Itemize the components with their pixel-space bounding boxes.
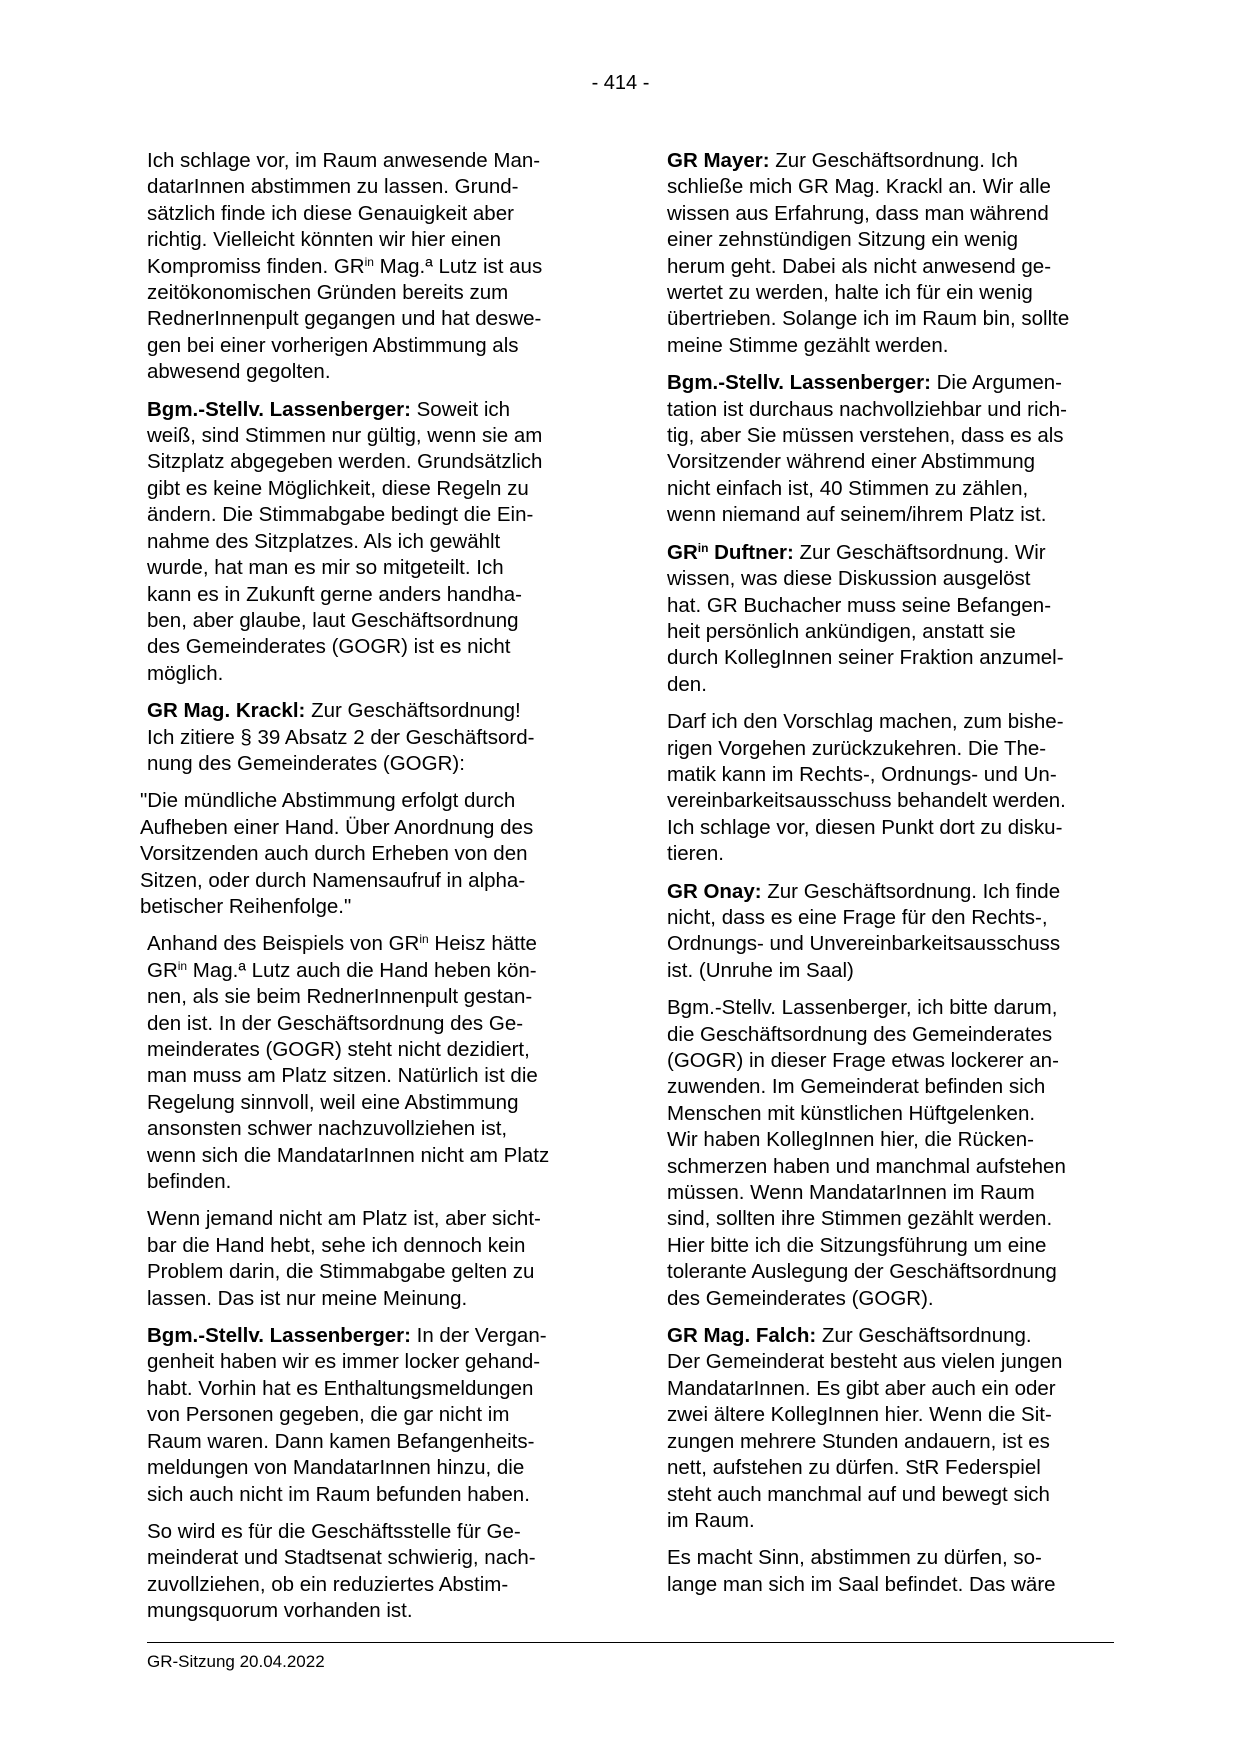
text-line: Bgm.-Stellv. Lassenberger: In der Vergan-: [147, 1324, 547, 1348]
text-line: ben, aber glaube, laut Geschäftsordnung: [147, 608, 519, 632]
text-line: möglich.: [147, 661, 224, 685]
text-line: ist. (Unruhe im Saal): [667, 958, 854, 982]
text-line: Es macht Sinn, abstimmen zu dürfen, so-: [667, 1546, 1042, 1570]
text-line: schmerzen haben und manchmal aufstehen: [667, 1154, 1066, 1178]
text-line: sätzlich finde ich diese Genauigkeit aber: [147, 201, 514, 225]
left-column: [140, 148, 607, 1636]
text-line: meldungen von MandatarInnen hinzu, die: [147, 1456, 525, 1480]
text-line: Regelung sinnvoll, weil eine Abstimmung: [147, 1090, 519, 1114]
text-line: man muss am Platz sitzen. Natürlich ist die: [147, 1064, 538, 1088]
text-line: Wenn jemand nicht am Platz ist, aber sicht-: [147, 1207, 541, 1231]
text-line: Sitzen, oder durch Namensaufruf in alpha-: [140, 868, 526, 892]
text-line: durch KollegInnen seiner Fraktion anzumel-: [667, 646, 1064, 670]
text-line: kann es in Zukunft gerne anders handha-: [147, 582, 522, 606]
text-line: nung des Gemeinderates (GOGR):: [147, 751, 465, 775]
text-line: ändern. Die Stimmabgabe bedingt die Ein-: [147, 503, 534, 527]
right-column: [667, 148, 1127, 1609]
text-line: des Gemeinderates (GOGR) ist es nicht: [147, 635, 511, 659]
text-line: wenn sich die MandatarInnen nicht am Platz: [147, 1143, 550, 1167]
text-line: zuvollziehen, ob ein reduziertes Abstim-: [147, 1572, 509, 1596]
text-line: tolerante Auslegung der Geschäftsordnung: [667, 1260, 1057, 1284]
text-line: GR Mayer: Zur Geschäftsordnung. Ich: [667, 149, 1018, 172]
text-line: tig, aber Sie müssen verstehen, dass es als: [667, 424, 1064, 448]
paragraph: [147, 397, 607, 687]
text-line: herum geht. Dabei als nicht anwesend ge-: [667, 254, 1052, 278]
text-line: Aufheben einer Hand. Über Anordnung des: [140, 815, 534, 839]
text-line: bar die Hand hebt, sehe ich dennoch kein: [147, 1233, 526, 1257]
text-line: Ordnungs- und Unvereinbarkeitsausschuss: [667, 932, 1061, 956]
quote-paragraph: [140, 788, 607, 920]
text-line: Ich schlage vor, diesen Punkt dort zu disku-: [667, 815, 1063, 839]
text-line: meine Stimme gezählt werden.: [667, 333, 949, 357]
text-line: übertrieben. Solange ich im Raum bin, sollte: [667, 307, 1070, 331]
speaker-name: Bgm.-Stellv. Lassenberger:: [147, 1324, 411, 1348]
paragraph: [147, 1206, 607, 1312]
paragraph: [147, 698, 607, 777]
text-line: hat. GR Buchacher muss seine Befangen-: [667, 593, 1052, 617]
speaker-name: Bgm.-Stellv. Lassenberger:: [667, 371, 931, 395]
text-line: meinderates (GOGR) steht nicht dezidiert,: [147, 1038, 530, 1061]
text-line: Problem darin, die Stimmabgabe gelten zu: [147, 1260, 535, 1284]
text-line: den ist. In der Geschäftsordnung des Ge-: [147, 1011, 524, 1035]
paragraph: [667, 1545, 1127, 1598]
text-line: Anhand des Beispiels von $GR^{in}$ Heisz hätte: [147, 932, 537, 956]
text-line: Bgm.-Stellv. Lassenberger, ich bitte darum,: [667, 996, 1058, 1020]
text-line: nen, als sie beim RednerInnenpult gestan-: [147, 985, 533, 1009]
text-line: Menschen mit künstlichen Hüftgelenken.: [667, 1101, 1036, 1125]
text-line: GR Onay: Zur Geschäftsordnung. Ich finde: [667, 879, 1061, 903]
text-line: Wir haben KollegInnen hier, die Rücken-: [667, 1128, 1034, 1152]
text-line: "Die mündliche Abstimmung erfolgt durch: [140, 789, 516, 813]
text-line: Sitzplatz abgegeben werden. Grundsätzlich: [147, 450, 543, 474]
text-line: im Raum.: [667, 1508, 755, 1532]
text-line: tieren.: [667, 842, 724, 866]
text-line: nahme des Sitzplatzes. Als ich gewählt: [147, 529, 501, 553]
speaker-name: GR Mayer:: [667, 149, 770, 172]
text-line: Hier bitte ich die Sitzungsführung um eine: [667, 1233, 1047, 1257]
paragraph: [147, 1323, 607, 1508]
text-line: sich auch nicht im Raum befunden haben.: [147, 1482, 530, 1506]
text-line: tation ist durchaus nachvollziehbar und rich-: [667, 397, 1067, 421]
text-line: Der Gemeinderat besteht aus vielen jungen: [667, 1350, 1063, 1374]
text-line: Ich schlage vor, im Raum anwesende Man-: [147, 149, 541, 172]
text-line: abwesend gegolten.: [147, 360, 331, 384]
text-line: weiß, sind Stimmen nur gültig, wenn sie am: [147, 424, 543, 448]
text-line: habt. Vorhin hat es Enthaltungsmeldungen: [147, 1376, 534, 1400]
text-line: Vorsitzender während einer Abstimmung: [667, 450, 1036, 474]
text-line: $GR^{in}$ Duftner: Zur Geschäftsordnung. Wir: [667, 540, 1046, 564]
text-line: befinden.: [147, 1170, 232, 1194]
text-line: ansonsten schwer nachzuvollziehen ist,: [147, 1117, 508, 1141]
text-line: nicht einfach ist, 40 Stimmen zu zählen,: [667, 476, 1029, 500]
text-line: nicht, dass es eine Frage für den Rechts-,: [667, 905, 1048, 929]
text-line: Bgm.-Stellv. Lassenberger: Die Argumen-: [667, 371, 1062, 395]
text-line: von Personen gegeben, die gar nicht im: [147, 1403, 510, 1427]
speaker-name: GR Mag. Falch:: [667, 1324, 817, 1348]
text-line: die Geschäftsordnung des Gemeinderates: [667, 1022, 1053, 1046]
paragraph: [667, 879, 1127, 985]
text-line: Raum waren. Dann kamen Befangenheits-: [147, 1429, 535, 1453]
text-line: zungen mehrere Stunden andauern, ist es: [667, 1429, 1050, 1453]
paragraph: [667, 1323, 1127, 1534]
page-number: - 414 -: [591, 72, 650, 94]
text-line: wenn niemand auf seinem/ihrem Platz ist.: [667, 503, 1047, 527]
text-line: nett, aufstehen zu dürfen. StR Federspiel: [667, 1456, 1041, 1480]
text-line: MandatarInnen. Es gibt aber auch ein oder: [667, 1376, 1056, 1400]
text-line: richtig. Vielleicht könnten wir hier einen: [147, 228, 502, 252]
text-line: vereinbarkeitsausschuss behandelt werden.: [667, 789, 1066, 813]
text-line: lange man sich im Saal befindet. Das wäre: [667, 1572, 1056, 1596]
text-line: wertet zu werden, halte ich für ein wenig: [667, 281, 1033, 305]
footer-rule: [147, 1642, 1114, 1643]
paragraph: [667, 540, 1127, 698]
text-line: betischer Reihenfolge.": [140, 894, 352, 918]
text-line: einer zehnstündigen Sitzung ein wenig: [667, 228, 1019, 252]
text-line: Ich zitiere § 39 Absatz 2 der Geschäftsord-: [147, 725, 535, 749]
text-line: So wird es für die Geschäftsstelle für Ge-: [147, 1519, 521, 1543]
text-line: rigen Vorgehen zurückzukehren. Die The-: [667, 736, 1047, 760]
text-line: wurde, hat man es mir so mitgeteilt. Ich: [147, 556, 504, 580]
text-line: den.: [667, 672, 707, 696]
text-line: zeitökonomischen Gründen bereits zum: [147, 281, 509, 305]
text-line: Bgm.-Stellv. Lassenberger: Soweit ich: [147, 397, 511, 421]
text-line: zwei ältere KollegInnen hier. Wenn die Sit-: [667, 1403, 1052, 1427]
text-line: zuwenden. Im Gemeinderat befinden sich: [667, 1075, 1046, 1099]
speaker-name: Bgm.-Stellv. Lassenberger:: [147, 397, 411, 421]
speaker-name: $GR^{in}$ Duftner:: [667, 540, 794, 564]
paragraph: [147, 148, 607, 386]
text-line: datarInnen abstimmen zu lassen. Grund-: [147, 175, 519, 199]
text-line: gen bei einer vorherigen Abstimmung als: [147, 333, 519, 357]
text-line: (GOGR) in dieser Frage etwas lockerer an-: [667, 1049, 1059, 1072]
footer-text: GR-Sitzung 20.04.2022: [147, 1652, 325, 1671]
text-line: schließe mich GR Mag. Krackl an. Wir alle: [667, 175, 1051, 199]
speaker-name: GR Onay:: [667, 879, 762, 903]
text-line: $GR^{in}$ Mag.ª Lutz auch die Hand heben kön-: [147, 958, 537, 982]
text-line: GR Mag. Falch: Zur Geschäftsordnung.: [667, 1324, 1032, 1348]
text-line: GR Mag. Krackl: Zur Geschäftsordnung!: [147, 699, 521, 723]
text-line: heit persönlich ankündigen, anstatt sie: [667, 619, 1016, 643]
text-line: wissen, was diese Diskussion ausgelöst: [667, 567, 1031, 591]
text-line: lassen. Das ist nur meine Meinung.: [147, 1286, 468, 1310]
text-line: Kompromiss finden. $GR^{in}$ Mag.ª Lutz ist aus: [147, 254, 543, 278]
text-line: steht auch manchmal auf und bewegt sich: [667, 1482, 1050, 1506]
paragraph: [667, 995, 1127, 1312]
paragraph: [667, 370, 1127, 528]
text-line: des Gemeinderates (GOGR).: [667, 1286, 934, 1310]
paragraph: [147, 931, 607, 1195]
text-line: mungsquorum vorhanden ist.: [147, 1599, 413, 1623]
speaker-name: GR Mag. Krackl:: [147, 699, 306, 723]
text-line: müssen. Wenn MandatarInnen im Raum: [667, 1181, 1035, 1205]
text-line: RednerInnenpult gegangen und hat deswe-: [147, 307, 542, 331]
paragraph: [667, 709, 1127, 867]
text-line: meinderat und Stadtsenat schwierig, nach-: [147, 1546, 536, 1570]
text-line: Darf ich den Vorschlag machen, zum bishe-: [667, 710, 1064, 734]
text-line: wissen aus Erfahrung, dass man während: [667, 201, 1049, 225]
text-line: sind, sollten ihre Stimmen gezählt werden.: [667, 1207, 1053, 1231]
text-line: genheit haben wir es immer locker gehand-: [147, 1350, 541, 1374]
paragraph: [147, 1519, 607, 1625]
text-line: gibt es keine Möglichkeit, diese Regeln zu: [147, 476, 529, 500]
text-line: Vorsitzenden auch durch Erheben von den: [140, 842, 528, 866]
paragraph: [667, 148, 1127, 359]
text-line: matik kann im Rechts-, Ordnungs- und Un-: [667, 762, 1057, 786]
